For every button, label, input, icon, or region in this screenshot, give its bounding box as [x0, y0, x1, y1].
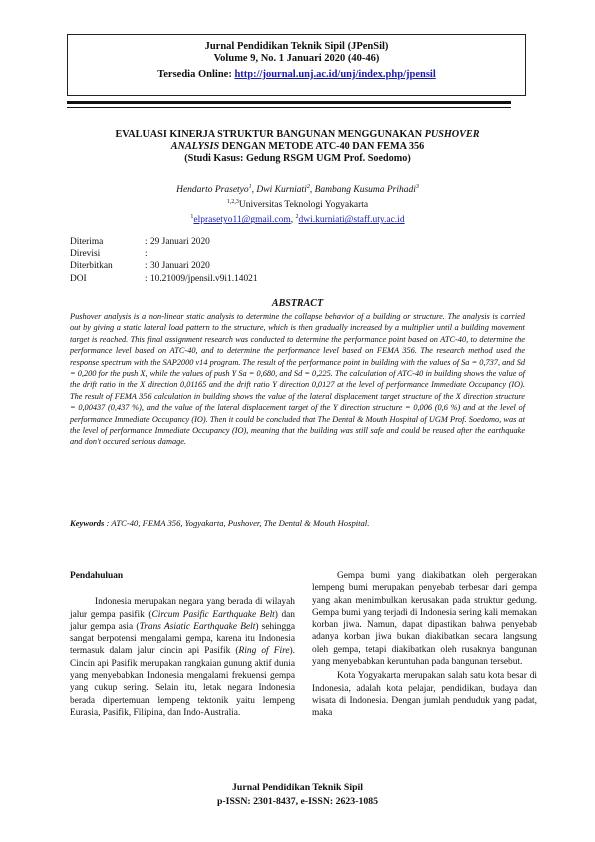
section-heading: Pendahuluan: [70, 571, 124, 581]
text-italic: Ring of Fire: [238, 646, 290, 657]
footer-issn: p-ISSN: 2301-8437, e-ISSN: 2623-1085: [216, 796, 379, 807]
text-italic: Trans Asiatic Earthquake Belt: [139, 621, 256, 632]
email-2-sup: 2: [295, 214, 299, 221]
author-3: Bambang Kusuma Prihadi: [314, 185, 416, 196]
author-1-sup: 1: [248, 184, 252, 190]
title-line2: DENGAN METODE ATC-40 DAN FEMA 356: [221, 141, 425, 152]
online-label: Tersedia Online:: [157, 69, 232, 80]
email-2-link[interactable]: dwi.kurniati@staff.uty.ac.id: [298, 215, 405, 226]
paper-title: [70, 129, 525, 165]
doi-value: : 10.21009/jpensil.v9i1.14021: [145, 273, 258, 284]
title-line2-italic: ANALYSIS: [170, 141, 220, 152]
article-dates: [70, 236, 258, 285]
body-paragraph: Kota Yogyakarta merupakan salah satu kota besar di Indonesia, adalah kota pelajar, pendidikan, budaya dan wisata di Indonesia. Dengan jumlah penduduk yang padat, maka: [312, 671, 537, 719]
date-row-doi: [70, 273, 258, 285]
text-span: ) sehingga sangat berpotensi mengalami gempa, karena itu Indonesia termasuk dalam jalur cincin api Pasifik (: [70, 621, 296, 657]
journal-header: [67, 34, 526, 96]
date-label: Diterbitkan: [70, 261, 113, 272]
body-column-right: [312, 570, 537, 720]
body-paragraph: [70, 596, 295, 719]
author-3-sup: 3: [415, 184, 419, 190]
header-divider-thick: [67, 101, 511, 104]
title-line1-italic: PUSHOVER: [424, 129, 480, 140]
affiliation-sup: 1,2,3: [226, 199, 239, 206]
online-line: [68, 69, 525, 81]
author-block: Hendarto Prasetyo$^1$, Dwi Kurniati$^2$, Bambang Kusuma Prihadi$^3$ $^{1,2,3}$Universitas Teknologi Yogyakarta $^1$elprasetyo11@gmail.com, $^2$dwi.kurniati@staff.uty.ac.id: [176, 184, 419, 226]
journal-name: Jurnal Pendidikan Teknik Sipil (JPenSil): [204, 41, 389, 52]
affiliation: Universitas Teknologi Yogyakarta: [238, 200, 369, 211]
text-span: ). Cincin api Pasifik merupakan rangkaian gunung aktif dunia yang menyebabkan Indonesia mengalami frekuensi gempa yang cukup sering. Selain itu, letak negara Indonesia berada dipertemuan lempeng tektonik yaitu lempeng Eurasia, Pasifik, Filipina, dan Indo-Australia.: [70, 646, 295, 718]
text-span: Indonesia merupakan negara yang berada di wilayah jalur gempa pasifik (: [70, 597, 295, 620]
footer-journal: Jurnal Pendidikan Teknik Sipil: [232, 782, 363, 793]
email-1-link[interactable]: elprasetyo11@gmail.com: [193, 215, 291, 226]
author-2: Dwi Kurniati: [256, 185, 307, 196]
body-paragraph: Gempa bumi yang diakibatkan oleh pergerakan lempeng bumi merupakan penyebab terbesar dari gempa yang akan menimbulkan kerusakan pada struktur gedung. Gempa bumi yang terjadi di Indonesia sering kali memakan korban jiwa. Namun, dapat dipastikan bahwa penyebab adanya korban jiwa bukan diakibatkan secara langsung oleh gempa, tetapi diakibatkan oleh rusaknya bangunan yang menyebabkan keruntuhan pada bangunan tersebut.: [312, 571, 537, 668]
date-row-received: [70, 236, 258, 248]
email-1-sup: 1: [190, 214, 194, 221]
date-row-revised: [70, 248, 258, 260]
date-value: :: [145, 249, 148, 260]
keywords: [70, 518, 525, 529]
keywords-text: : ATC-40, FEMA 356, Yogyakarta, Pushover, The Dental & Mouth Hospital.: [106, 518, 370, 528]
date-value: : 30 Januari 2020: [145, 261, 210, 272]
page-footer: [70, 781, 525, 809]
date-label: Diterima: [70, 237, 104, 247]
title-subtitle: (Studi Kasus: Gedung RSGM UGM Prof. Soedomo): [184, 153, 411, 164]
author-1: Hendarto Prasetyo: [176, 185, 249, 196]
abstract-heading: ABSTRACT: [271, 298, 324, 309]
text-span: ) dan jalur gempa asia (: [70, 609, 295, 632]
header-divider-thin: [67, 107, 511, 108]
date-value: : 29 Januari 2020: [145, 237, 210, 247]
journal-volume: Volume 9, No. 1 Januari 2020 (40-46): [213, 53, 380, 64]
keywords-label: Keywords: [70, 518, 105, 528]
author-2-sup: 2: [306, 184, 310, 190]
title-line1: EVALUASI KINERJA STRUKTUR BANGUNAN MENGGUNAKAN: [115, 129, 423, 140]
body-column-left: [70, 570, 295, 719]
text-italic: Circum Pasific Earthquake Belt: [151, 609, 275, 620]
date-label: DOI: [70, 273, 87, 284]
date-row-published: [70, 260, 258, 272]
abstract-text: Pushover analysis is a non-linear static analysis to determine the collapse behavior of a building or structure. The analysis is carried out by giving a static lateral load pattern to the structure, which is then gradually increased by a multiplier until a building movement target is reached. This final assignment research was conducted to determine the performance point based on ATC-40, to determine the performance level based on ATC-40, and to determine the performance level based on FEMA 356. The research method used the response spectrum with the SAP2000 v14 program. The result of the performance point in building with the values of Sa = 0,737, and Sd = 0,200 for the push X, while the values of push Y Sa = 0,680, and Sd = 0,225. The calculation of ATC-40 in building shows the value of the drift ratio in the X direction 0,01165 and the drift ratio Y direction 0,0127 at the level of performance Immediate Occupancy (IO). The result of FEMA 356 calculation in building shows the value of the lateral displacement target structure of the X direction structure = 0,00437 (0,437 %), and the value of the lateral displacement target of the Y direction structure = 0,006 (0,6 %) and at the level of performance Immediate Occupancy (IO). Then it could be concluded that The Dental & Mouth Hospital of UGM Prof. Soedomo, was at the level of performance Immediate Occupancy (IO), meaning that the building was still safe and could be reused after the earthquake and don't occured serious damage.: [70, 312, 525, 447]
journal-url-link[interactable]: http://journal.unj.ac.id/unj/index.php/jpensil: [234, 69, 436, 80]
date-label: Direvisi: [70, 249, 101, 260]
